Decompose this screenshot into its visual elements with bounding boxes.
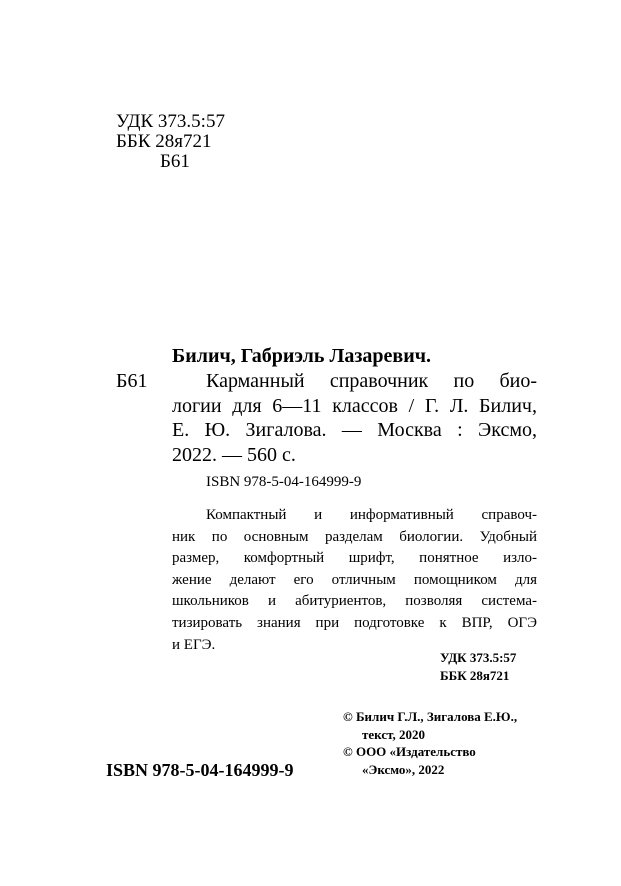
catalog-description-line: логии для 6—11 классов / Г. Л. Билич, — [172, 394, 537, 417]
copyright-line: © ООО «Издательство — [343, 744, 476, 759]
catalog-description-line: Карманный справочник по био- — [206, 370, 537, 392]
udk-code: УДК 373.5:57 — [116, 111, 225, 132]
annotation — [172, 505, 537, 656]
annotation-line: жение делают его отличным помощником для — [172, 571, 537, 588]
annotation-line: ник по основным разделам биологии. Удобный — [172, 528, 537, 545]
isbn-small: ISBN 978-5-04-164999-9 — [206, 474, 362, 490]
isbn-big: ISBN 978-5-04-164999-9 — [106, 760, 294, 780]
annotation-line: и ЕГЭ. — [172, 636, 216, 653]
catalog-author: Билич, Габриэль Лазаревич. — [172, 345, 432, 367]
annotation-line: тизировать знания при подготовке к ВПР, ОГЭ — [172, 614, 537, 631]
catalog-description-line: Е. Ю. Зигалова. — Москва : Эксмо, — [172, 419, 537, 441]
annotation-line: Компактный и информативный справоч- — [206, 507, 537, 523]
catalog-description-line: 2022. — 560 с. — [172, 443, 296, 466]
catalog-description — [172, 369, 537, 467]
author-sign-top: Б61 — [160, 151, 190, 172]
bbk-code-bottom: ББК 28я721 — [440, 668, 510, 683]
copyright-line: «Эксмо», 2022 — [362, 761, 445, 777]
bbk-code: ББК 28я721 — [116, 131, 212, 152]
copyright-block — [343, 708, 517, 778]
catalog-author-sign: Б61 — [116, 370, 148, 392]
copyright-line: © Билич Г.Л., Зигалова Е.Ю., — [343, 709, 518, 724]
copyright-line: текст, 2020 — [362, 726, 426, 742]
udk-code-bottom: УДК 373.5:57 — [440, 650, 517, 665]
annotation-line: размер, комфортный шрифт, понятное изло- — [172, 550, 537, 567]
annotation-line: школьников и абитуриентов, позволяя система- — [172, 593, 537, 610]
